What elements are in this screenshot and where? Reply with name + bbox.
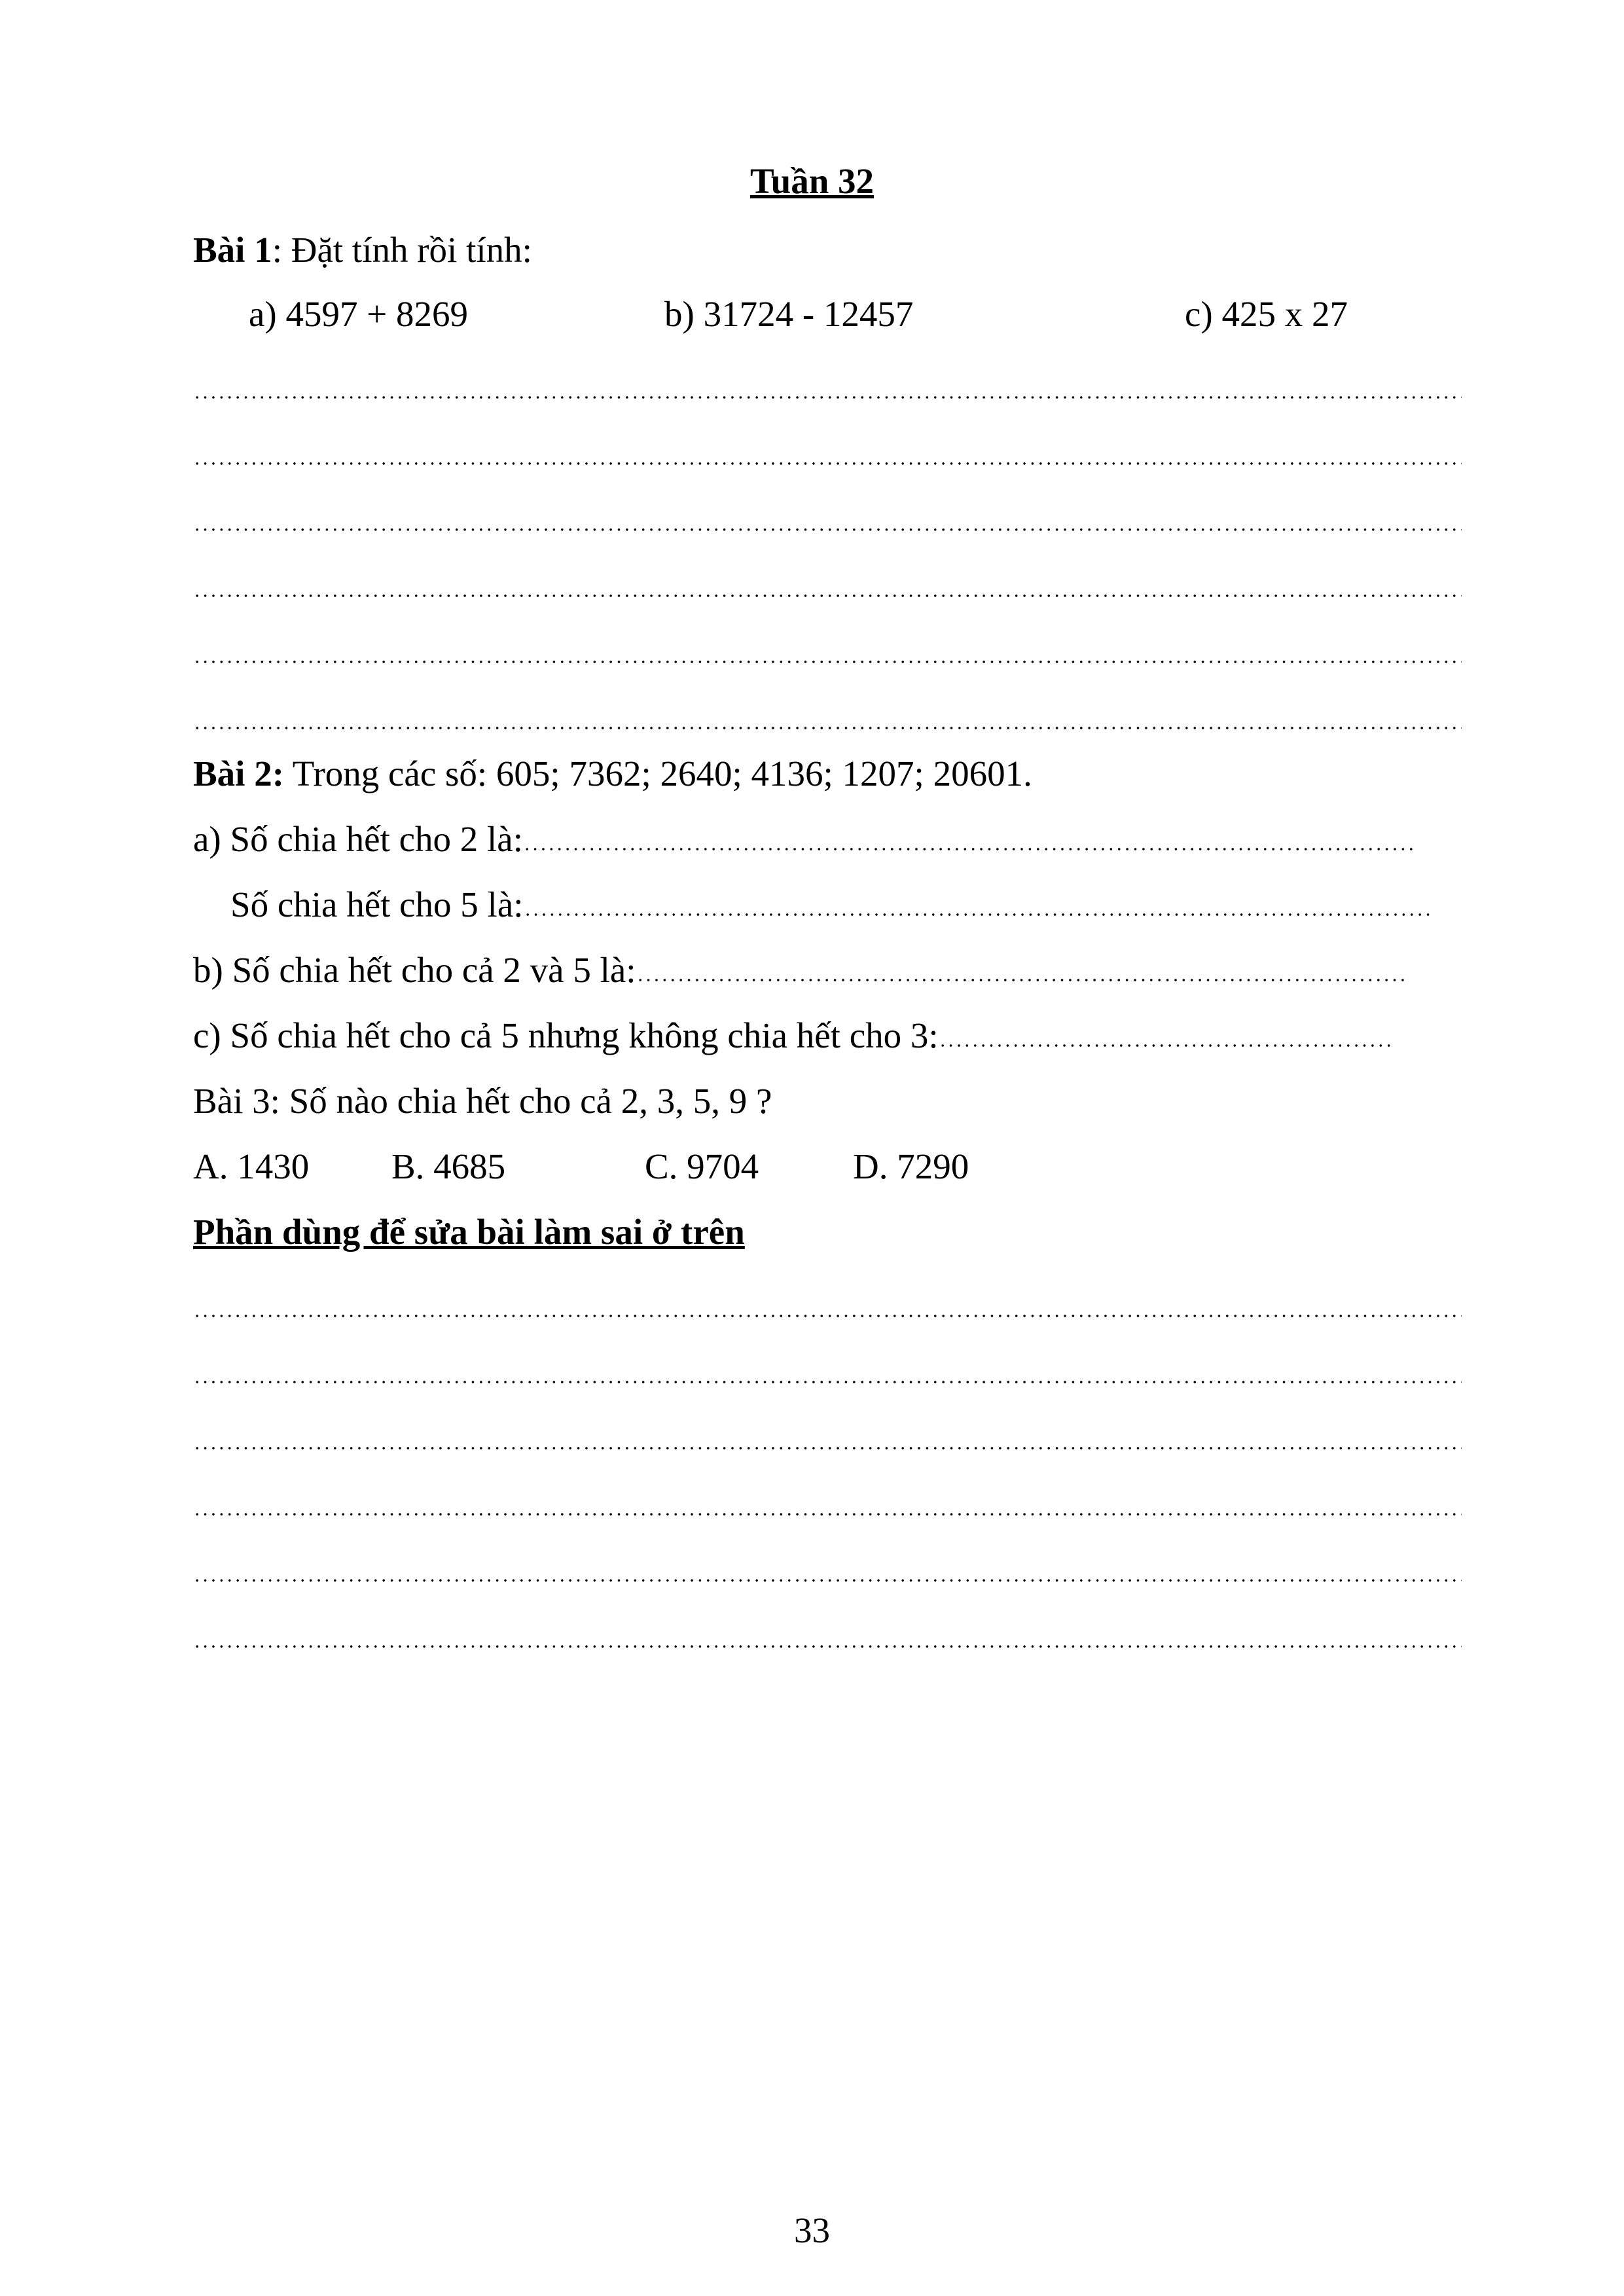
answer-dots: [636, 978, 1409, 982]
exercise-3-option-d: D. 7290: [853, 1146, 969, 1186]
correction-line: [193, 1351, 1462, 1393]
exercise-2-line-a-text: a) Số chia hết cho 2 là:: [193, 819, 523, 859]
exercise-3-option-a: A. 1430: [193, 1146, 310, 1186]
correction-line: [193, 1484, 1462, 1525]
exercise-2-line-b: [193, 949, 1409, 991]
exercise-2-line-b-text: b) Số chia hết cho cả 2 và 5 là:: [193, 950, 636, 990]
answer-line: [193, 367, 1462, 409]
exercise-1-heading: [193, 229, 532, 271]
correction-line: [193, 1285, 1462, 1327]
correction-line: [193, 1616, 1462, 1658]
answer-line: [193, 697, 1462, 739]
exercise-3-question: Bài 3: Số nào chia hết cho cả 2, 3, 5, 9 ?: [193, 1081, 772, 1121]
correction-line: [193, 1417, 1462, 1459]
exercise-2-line-a: [193, 818, 1416, 860]
exercise-1-label: Bài 1: [193, 230, 272, 270]
exercise-1-item-c: c) 425 x 27: [1185, 294, 1348, 334]
exercise-1-item-b: b) 31724 - 12457: [664, 294, 914, 334]
exercise-1-item-a: a) 4597 + 8269: [249, 294, 468, 334]
answer-dots: [523, 847, 1416, 851]
exercise-2-label: Bài 2:: [193, 754, 285, 793]
page-title: Tuần 32: [749, 161, 875, 201]
exercise-2-instruction: Trong các số: 605; 7362; 2640; 4136; 1207; 20601.: [284, 754, 1032, 793]
exercise-2-heading: [193, 753, 1032, 795]
answer-line: [193, 433, 1462, 475]
correction-line: [193, 1550, 1462, 1592]
exercise-3-option-c: C. 9704: [645, 1146, 759, 1186]
answer-line: [193, 565, 1462, 607]
answer-dots: [939, 1044, 1390, 1048]
answer-line: [193, 631, 1462, 673]
exercise-1-instruction: : Đặt tính rồi tính:: [272, 230, 532, 270]
correction-heading: Phần dùng để sửa bài làm sai ở trên: [193, 1212, 745, 1252]
answer-dots: [524, 913, 1434, 917]
exercise-2-line-a2: [230, 884, 1434, 926]
exercise-3-option-b: B. 4685: [391, 1146, 506, 1186]
exercise-2-line-c: [193, 1015, 1390, 1057]
answer-line: [193, 499, 1462, 541]
page-number: 33: [794, 2210, 830, 2250]
exercise-2-line-c-text: c) Số chia hết cho cả 5 nhưng không chia hết cho 3:: [193, 1015, 939, 1055]
exercise-2-line-a2-text: Số chia hết cho 5 là:: [230, 884, 524, 924]
